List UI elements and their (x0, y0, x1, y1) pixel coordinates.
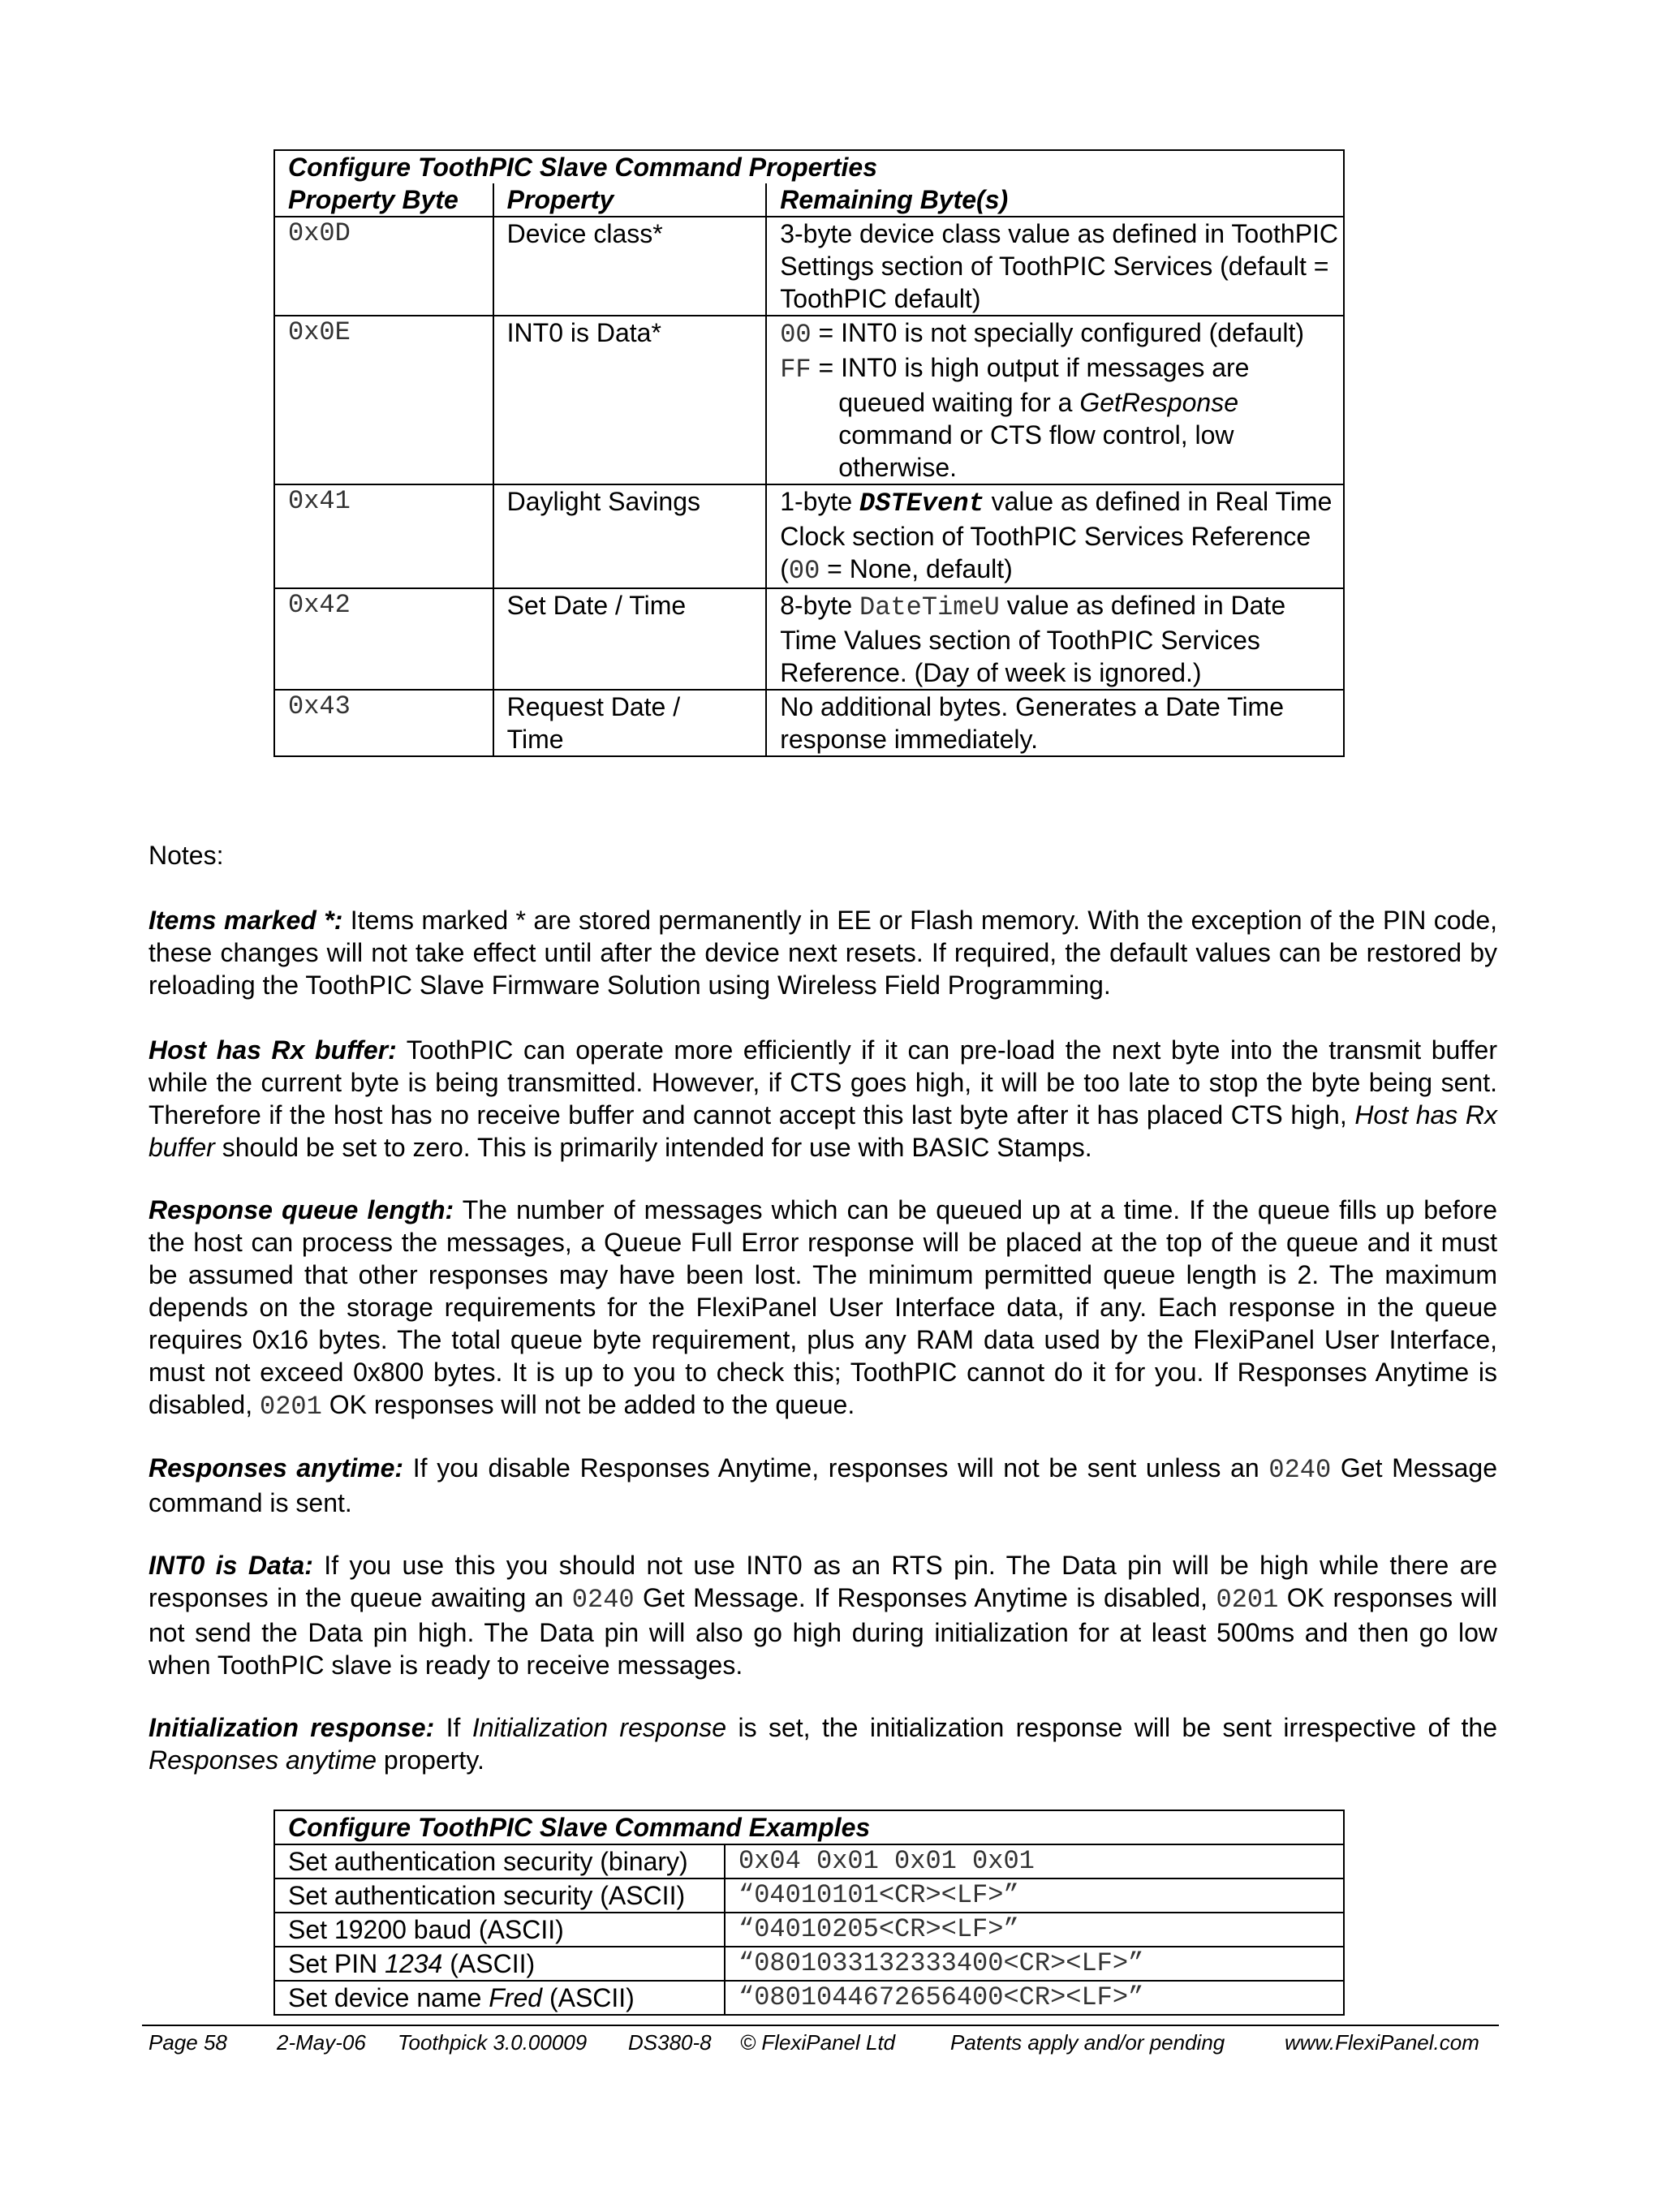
example-label (274, 1981, 725, 2015)
property-name: Daylight Savings (493, 484, 767, 588)
property-byte: 0x41 (274, 484, 493, 588)
code: 00 (788, 556, 820, 586)
note-text: is set, the initialization response will be sent irrespective of the (726, 1713, 1498, 1742)
note-code: 0201 (259, 1392, 322, 1422)
footer-copyright: © FlexiPanel Ltd (740, 2030, 896, 2055)
note-label: INT0 is Data: (149, 1551, 313, 1580)
remaining-bytes (766, 484, 1344, 588)
note-label: Initialization response: (149, 1713, 435, 1742)
property-byte: 0x0D (274, 217, 493, 316)
text: ( (780, 554, 789, 583)
property-byte: 0x0E (274, 316, 493, 484)
note-items-marked (149, 904, 1497, 1001)
table-row (274, 1878, 1344, 1913)
property-byte: 0x43 (274, 690, 493, 756)
examples-table-title: Configure ToothPIC Slave Command Examples (274, 1810, 1344, 1844)
note-int0-is-data (149, 1549, 1497, 1681)
footer-url: www.FlexiPanel.com (1285, 2030, 1479, 2055)
note-host-rx-buffer (149, 1034, 1497, 1164)
note-text-emphasis: Responses anytime (149, 1745, 377, 1775)
property-byte: 0x42 (274, 588, 493, 690)
properties-table-title: Configure ToothPIC Slave Command Properties (274, 150, 1344, 183)
example-value: “0801033132333400<CR><LF>” (725, 1947, 1344, 1981)
text-emphasis: Fred (489, 1983, 543, 2012)
note-responses-anytime (149, 1452, 1497, 1519)
text: Set device name (288, 1983, 489, 2012)
code: DateTimeU (859, 592, 1000, 622)
examples-table (273, 1810, 1345, 2016)
table-row (274, 1913, 1344, 1947)
text-emphasis: 1234 (385, 1949, 443, 1978)
note-label: Response queue length: (149, 1195, 454, 1224)
property-name: Device class* (493, 217, 767, 316)
text: (ASCII) (442, 1949, 536, 1978)
property-name: Request Date / Time (493, 690, 767, 756)
example-label (274, 1947, 725, 1981)
option-text: command or CTS flow control, low otherwise. (838, 420, 1234, 482)
note-text: property. (377, 1745, 484, 1775)
table-row (274, 1844, 1344, 1878)
example-value: “04010205<CR><LF>” (725, 1913, 1344, 1947)
note-label: Host has Rx buffer: (149, 1035, 397, 1065)
note-text: If you disable Responses Anytime, responses will not be sent unless an (403, 1453, 1269, 1483)
property-name: Set Date / Time (493, 588, 767, 690)
note-text: If (434, 1713, 472, 1742)
note-code: 0201 (1216, 1585, 1279, 1615)
footer-doc-number: DS380-8 (628, 2030, 712, 2055)
note-text: ToothPIC can operate more efficiently if it can pre-load the next byte into the transmit buffer while the current byte is being transmitted. However, if CTS goes high, it will be too late to stop the byte being sent. Therefore if the host has no receive buffer and cannot accept this last byte after it has placed CTS high, (149, 1035, 1498, 1130)
example-label: Set 19200 baud (ASCII) (274, 1913, 725, 1947)
note-text-emphasis: Initialization response (471, 1713, 727, 1742)
note-text: OK responses will not send the Data pin high. The Data pin will also go high during initialization for at least 500ms and then go low when ToothPIC slave is ready to receive messages. (149, 1583, 1498, 1680)
notes-label: Notes: (149, 841, 224, 870)
note-text: Items marked * are stored permanently in EE or Flash memory. With the exception of the PIN code, these changes will not take effect until after the device next resets. If required, the default values can be restored by reloading the ToothPIC Slave Firmware Solution using Wireless Field Programming. (149, 906, 1498, 1000)
note-initialization-response (149, 1711, 1497, 1776)
example-label: Set authentication security (binary) (274, 1844, 725, 1878)
option-line (780, 316, 1343, 351)
header-property-byte: Property Byte (274, 183, 493, 217)
note-text: Get Message. If Responses Anytime is disabled, (634, 1583, 1216, 1612)
note-text: The number of messages which can be queued up at a time. If the queue fills up before the host can process the messages, a Queue Full Error response will be placed at the top of the queue and it must be assumed that other responses may have been lost. The minimum permitted queue length is 2. The maximum depends on the storage requirements for the FlexiPanel User Interface data, if any. Each response in the queue requires 0x16 bytes. The total queue byte requirement, plus any RAM data used by the FlexiPanel User Interface, must not exceed 0x800 bytes. It is up to you to check this; ToothPIC cannot do it for you. If Responses Anytime is disabled, (149, 1195, 1497, 1419)
text: 1-byte (780, 487, 860, 516)
properties-table (273, 149, 1345, 757)
footer-page: Page 58 (149, 2030, 227, 2055)
note-code: 0240 (1268, 1455, 1332, 1485)
note-text: should be set to zero. This is primarily intended for use with BASIC Stamps. (214, 1133, 1092, 1162)
text: value as defined in Date Time Values section of ToothPIC Services Reference. (Day of week is ignored.) (780, 591, 1286, 687)
table-row (274, 316, 1344, 484)
footer-date: 2-May-06 (277, 2030, 366, 2055)
note-response-queue-length (149, 1194, 1497, 1423)
option-code: 00 (780, 320, 812, 350)
header-remaining-bytes: Remaining Byte(s) (766, 183, 1344, 217)
example-value: “0801044672656400<CR><LF>” (725, 1981, 1344, 2015)
note-text-emphasis: Host has Rx buffer (149, 1100, 1497, 1162)
footer-divider (142, 2025, 1499, 2026)
option-text: = INT0 is high output if messages are queued waiting for a (811, 353, 1250, 417)
option-text: = INT0 is not specially configured (default) (811, 318, 1305, 347)
header-property: Property (493, 183, 767, 217)
note-text: Get Message command is sent. (149, 1453, 1498, 1517)
table-row (274, 1947, 1344, 1981)
note-label: Responses anytime: (149, 1453, 404, 1483)
remaining-bytes (766, 588, 1344, 690)
text: (ASCII) (542, 1983, 635, 2012)
note-code: 0240 (571, 1585, 635, 1615)
footer-patents: Patents apply and/or pending (950, 2030, 1225, 2055)
example-value: 0x04 0x01 0x01 0x01 (725, 1844, 1344, 1878)
table-row (274, 1981, 1344, 2015)
option-text-emphasis: GetResponse (1079, 388, 1238, 417)
example-label: Set authentication security (ASCII) (274, 1878, 725, 1913)
text: = None, default) (820, 554, 1013, 583)
remaining-bytes: No additional bytes. Generates a Date Time response immediately. (766, 690, 1344, 756)
footer-version: Toothpick 3.0.00009 (398, 2030, 588, 2055)
remaining-bytes (766, 316, 1344, 484)
table-row (274, 690, 1344, 756)
property-name: INT0 is Data* (493, 316, 767, 484)
example-value: “04010101<CR><LF>” (725, 1878, 1344, 1913)
table-row (274, 588, 1344, 690)
text: value as defined in Real Time Clock section of ToothPIC Services Reference (780, 487, 1333, 551)
text: 8-byte (780, 591, 860, 620)
table-row (274, 217, 1344, 316)
remaining-bytes: 3-byte device class value as defined in ToothPIC Settings section of ToothPIC Services (default = ToothPIC default) (766, 217, 1344, 316)
note-text: If you use this you should not use INT0 as an RTS pin. The Data pin will be high while there are responses in the queue awaiting an (149, 1551, 1498, 1612)
note-text: OK responses will not be added to the queue. (321, 1390, 855, 1419)
text: Set PIN (288, 1949, 385, 1978)
table-row (274, 484, 1344, 588)
code: DSTEvent (859, 488, 984, 519)
option-line (780, 351, 1343, 484)
option-code: FF (780, 355, 812, 385)
note-label: Items marked *: (149, 906, 343, 935)
